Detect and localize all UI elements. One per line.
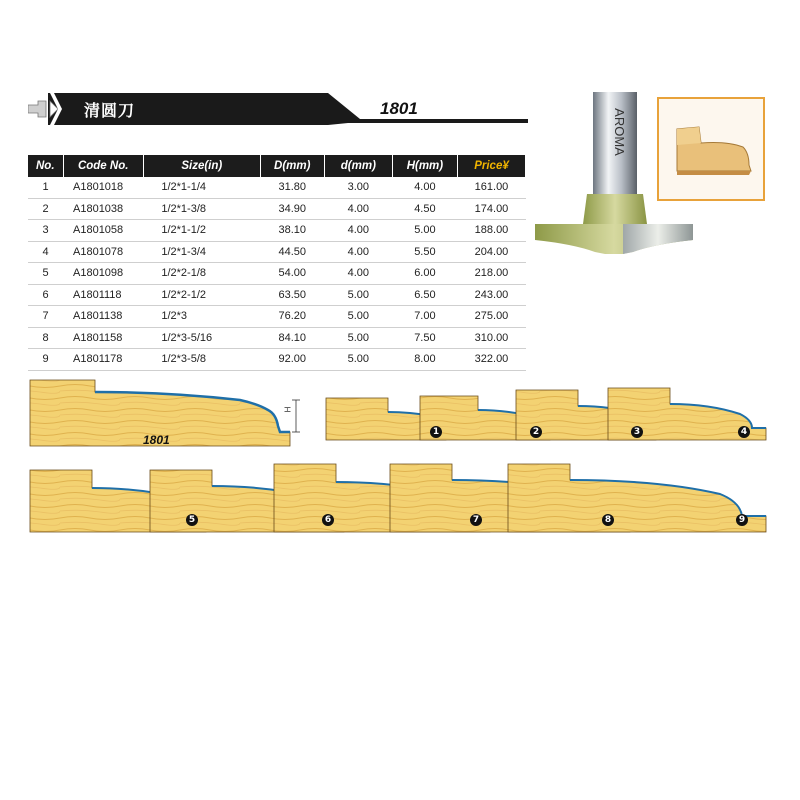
- table-cell: 2: [28, 198, 63, 220]
- table-cell: 9: [28, 349, 63, 371]
- column-header: Size(in): [143, 155, 260, 177]
- table-row: [28, 284, 526, 306]
- table-cell: 310.00: [457, 327, 525, 349]
- table-cell: 1/2*1-3/8: [143, 198, 260, 220]
- table-cell: 1/2*3-5/8: [143, 349, 260, 371]
- profile-main-label: 1801: [143, 433, 170, 447]
- profile-badge-2: 2: [530, 426, 542, 438]
- table-cell: A1801038: [63, 198, 143, 220]
- column-header: D(mm): [260, 155, 324, 177]
- table-cell: 218.00: [457, 263, 525, 285]
- table-row: [28, 241, 526, 263]
- profile-badge-7: 7: [470, 514, 482, 526]
- table-row: [28, 349, 526, 371]
- table-cell: 4.00: [324, 198, 392, 220]
- spec-table: [28, 155, 526, 371]
- table-cell: 1/2*1-1/4: [143, 177, 260, 198]
- table-cell: 161.00: [457, 177, 525, 198]
- table-cell: 4.00: [324, 263, 392, 285]
- table-cell: A1801178: [63, 349, 143, 371]
- table-cell: 3: [28, 220, 63, 242]
- profile-badge-3: 3: [631, 426, 643, 438]
- profile-9: [508, 464, 766, 532]
- table-cell: 84.10: [260, 327, 324, 349]
- profile-badge-1: 1: [430, 426, 442, 438]
- dimension-h-label: H: [283, 406, 293, 413]
- table-cell: 1/2*3: [143, 306, 260, 328]
- table-cell: 4.00: [392, 177, 457, 198]
- table-cell: 44.50: [260, 241, 324, 263]
- table-cell: 322.00: [457, 349, 525, 371]
- table-header-row: [28, 155, 526, 177]
- profile-inset-image: [657, 97, 765, 201]
- profile-badge-4: 4: [738, 426, 750, 438]
- header-model-number: 1801: [380, 99, 418, 118]
- table-cell: A1801158: [63, 327, 143, 349]
- table-cell: 38.10: [260, 220, 324, 242]
- table-cell: A1801058: [63, 220, 143, 242]
- column-header: d(mm): [324, 155, 392, 177]
- table-cell: 92.00: [260, 349, 324, 371]
- table-cell: 5.00: [324, 327, 392, 349]
- table-cell: 6.00: [392, 263, 457, 285]
- column-header: H(mm): [392, 155, 457, 177]
- table-cell: 6.50: [392, 284, 457, 306]
- table-cell: 1/2*3-5/16: [143, 327, 260, 349]
- table-cell: 7: [28, 306, 63, 328]
- table-row: [28, 177, 526, 198]
- table-cell: 8: [28, 327, 63, 349]
- table-row: [28, 263, 526, 285]
- table-cell: 5.00: [324, 306, 392, 328]
- table-cell: 31.80: [260, 177, 324, 198]
- profile-badge-6: 6: [322, 514, 334, 526]
- table-cell: 1/2*1-3/4: [143, 241, 260, 263]
- table-row: [28, 198, 526, 220]
- table-cell: 188.00: [457, 220, 525, 242]
- profile-badge-8: 8: [602, 514, 614, 526]
- table-cell: 4.00: [324, 241, 392, 263]
- table-cell: 1/2*2-1/2: [143, 284, 260, 306]
- header-title: 清圆刀: [84, 101, 136, 120]
- profile-badge-9: 9: [736, 514, 748, 526]
- table-cell: 5.00: [324, 284, 392, 306]
- table-cell: A1801018: [63, 177, 143, 198]
- table-row: [28, 220, 526, 242]
- table-cell: 3.00: [324, 177, 392, 198]
- table-cell: A1801138: [63, 306, 143, 328]
- table-cell: 4.00: [324, 220, 392, 242]
- table-cell: 63.50: [260, 284, 324, 306]
- table-cell: 5: [28, 263, 63, 285]
- table-cell: A1801078: [63, 241, 143, 263]
- table-cell: A1801098: [63, 263, 143, 285]
- table-cell: 1/2*1-1/2: [143, 220, 260, 242]
- table-cell: 204.00: [457, 241, 525, 263]
- column-header: No.: [28, 155, 63, 177]
- table-cell: 8.00: [392, 349, 457, 371]
- table-cell: 4: [28, 241, 63, 263]
- column-header: Price¥: [457, 155, 525, 177]
- table-cell: 54.00: [260, 263, 324, 285]
- table-row: [28, 327, 526, 349]
- profile-diagrams: [0, 370, 800, 540]
- table-cell: 1/2*2-1/8: [143, 263, 260, 285]
- table-cell: 7.00: [392, 306, 457, 328]
- table-cell: 34.90: [260, 198, 324, 220]
- table-cell: A1801118: [63, 284, 143, 306]
- table-cell: 5.00: [324, 349, 392, 371]
- table-cell: 1: [28, 177, 63, 198]
- table-cell: 275.00: [457, 306, 525, 328]
- table-cell: 243.00: [457, 284, 525, 306]
- column-header: Code No.: [63, 155, 143, 177]
- table-cell: 76.20: [260, 306, 324, 328]
- table-cell: 174.00: [457, 198, 525, 220]
- shank-brand-text: AROMA: [612, 108, 627, 156]
- table-cell: 6: [28, 284, 63, 306]
- profile-badge-5: 5: [186, 514, 198, 526]
- table-cell: 5.00: [392, 220, 457, 242]
- table-row: [28, 306, 526, 328]
- table-cell: 5.50: [392, 241, 457, 263]
- table-cell: 7.50: [392, 327, 457, 349]
- table-cell: 4.50: [392, 198, 457, 220]
